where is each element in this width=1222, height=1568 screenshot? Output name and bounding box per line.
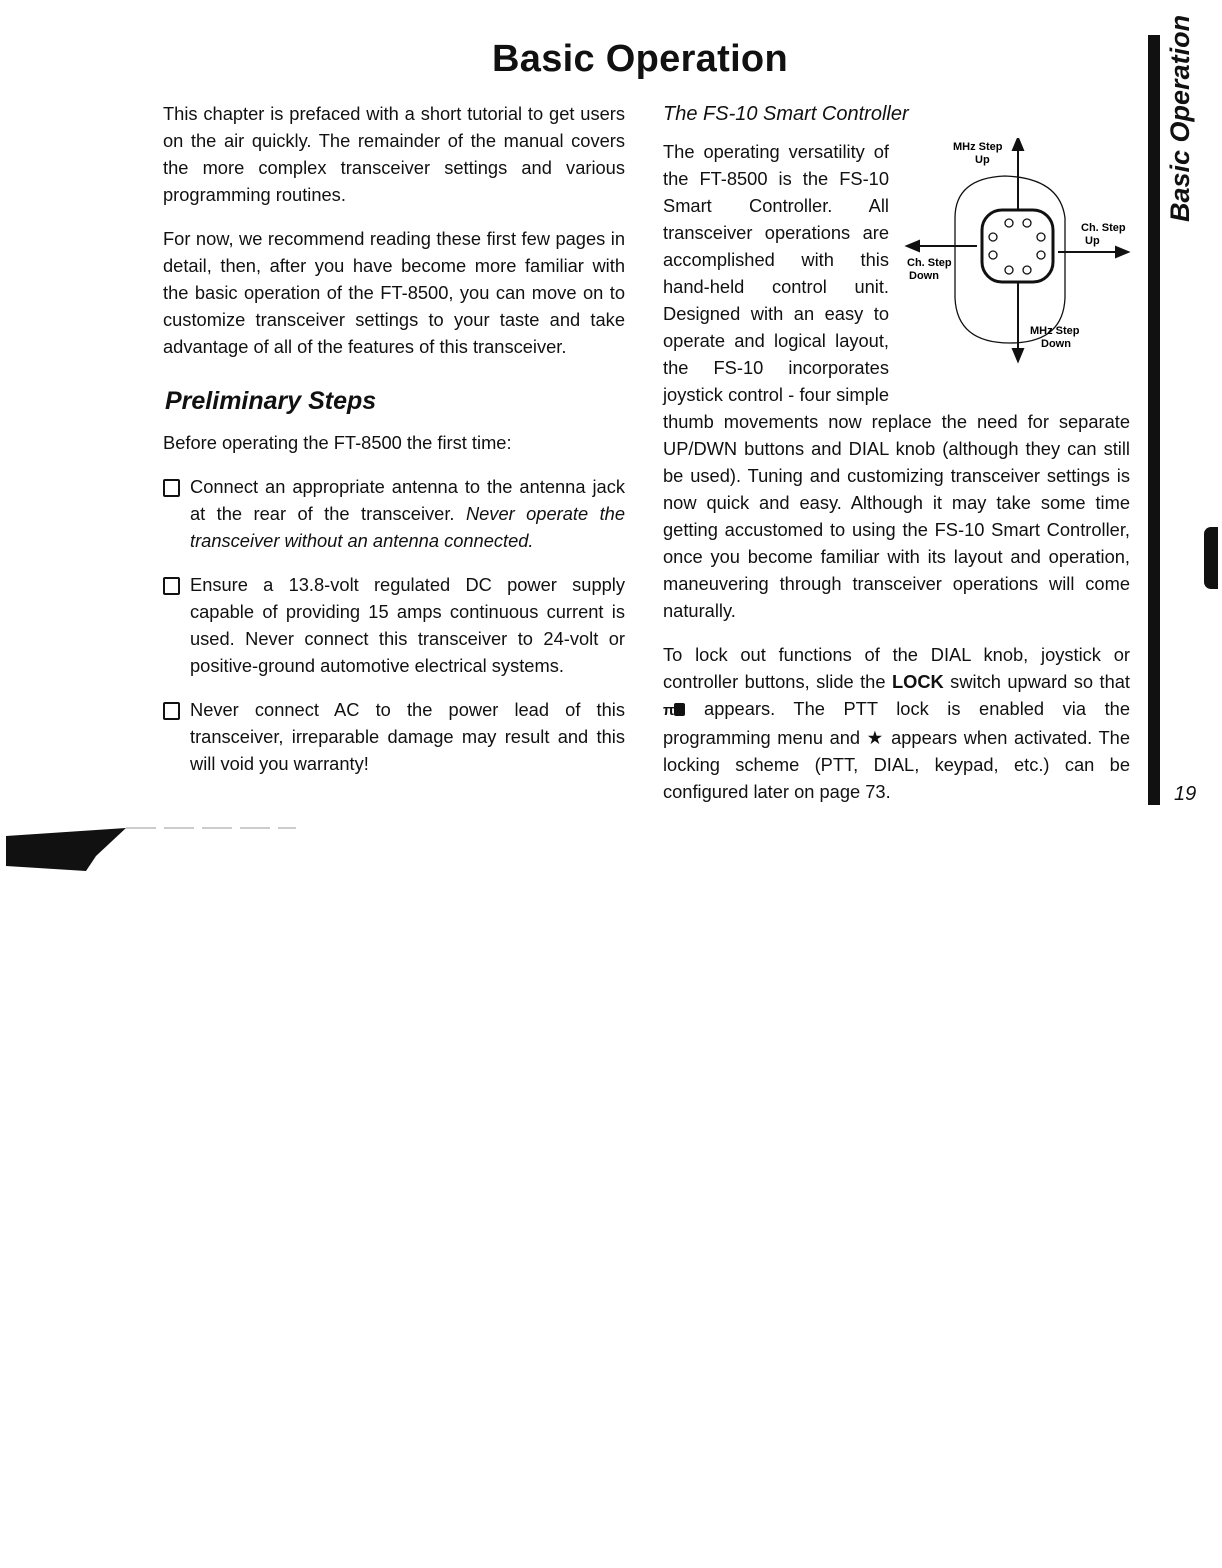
pad-button-dots: [989, 219, 1045, 274]
lock-keyword: LOCK: [891, 671, 944, 692]
before-operating-text: Before operating the FT-8500 the first time:: [163, 432, 512, 453]
fs10-heading: The FS-10 Smart Controller: [663, 103, 909, 125]
page-number: 19: [1174, 783, 1197, 805]
joystick-diagram: [895, 138, 1140, 398]
joystick-pad: [982, 210, 1053, 282]
label-ch-step-up: Ch. Step: [1081, 222, 1126, 234]
scan-artifact: [6, 826, 296, 876]
step-warning: Never operate the transceiver without an antenna connected.: [190, 503, 625, 551]
checkbox-icon: [163, 479, 180, 497]
step-item: [163, 696, 625, 777]
left-column: [163, 100, 625, 794]
label-up: Up: [975, 154, 990, 166]
side-tab-label: Basic Operation: [1165, 14, 1195, 222]
label-down: Down: [1041, 338, 1071, 350]
page-title: Basic Operation: [492, 38, 788, 80]
star-icon: ★: [866, 727, 885, 748]
label-down: Down: [909, 270, 939, 282]
label-up: Up: [1085, 235, 1100, 247]
lock-text: appears when activated. The locking scheme (PTT, DIAL, keypad, etc.) can be configured later on page 73.: [663, 727, 1130, 802]
preliminary-steps-heading: Preliminary Steps: [165, 387, 377, 415]
step-text: Connect an appropriate antenna to the antenna jack at the rear of the transceiver.: [190, 476, 625, 524]
step-text: Ensure a 13.8-volt regulated DC power supply capable of providing 15 amps continuous current is used. Never connect this transceiver to 24-volt or positive-ground automotive electrical systems.: [190, 574, 625, 676]
step-item: [163, 571, 625, 679]
fs10-paragraph: The operating versatility of the FT-8500 is the FS-10 Smart Controller. All transceiver operations are accomplished with this hand-held control unit. Designed with an easy to operate and logical layout, the FS-10 incorporates joystick control - four simple: [663, 141, 889, 405]
recommend-paragraph: For now, we recommend reading these first few pages in detail, then, after you have become more familiar with the basic operation of the FT-8500, you can move on to customize transceiver settings to your taste and take advantage of all of the features of this transceiver.: [163, 228, 625, 357]
checkbox-icon: [163, 702, 180, 720]
lock-text: appears. The PTT lock is enabled via the programming menu and: [663, 698, 1130, 748]
fs10-paragraph-cont: thumb movements now replace the need for separate UP/DWN buttons and DIAL knob (although they can still be used). Tuning and customizing transceiver settings is now quick and easy. Although it may take some time getting accustomed to using the FS-10 Smart Controller, once you become familiar with its layout and operation, maneuvering through transceiver operations will come naturally.: [663, 411, 1130, 621]
lock-icon: π: [663, 695, 685, 724]
chapter-tab-marker: [1204, 527, 1218, 589]
label-ch-step-down: Ch. Step: [907, 257, 952, 269]
lock-paragraph: [663, 641, 1130, 805]
label-mhz-step-down: MHz Step: [1030, 325, 1080, 337]
step-item: [163, 473, 625, 554]
side-bar: [1148, 35, 1160, 805]
checkbox-icon: [163, 577, 180, 595]
label-mhz-step-up: MHz Step: [953, 141, 1003, 153]
lock-text: To lock out functions of the DIAL knob, joystick or controller buttons, slide the: [663, 644, 1130, 692]
intro-paragraph: This chapter is prefaced with a short tutorial to get users on the air quickly. The remainder of the manual covers the more complex transceiver settings and various programming routines.: [163, 103, 625, 205]
lock-text: switch upward so that: [943, 671, 1130, 692]
step-text: Never connect AC to the power lead of this transceiver, irreparable damage may result and this will void you warranty!: [190, 699, 625, 774]
right-column: [663, 100, 1130, 822]
controller-outline: [955, 176, 1065, 343]
